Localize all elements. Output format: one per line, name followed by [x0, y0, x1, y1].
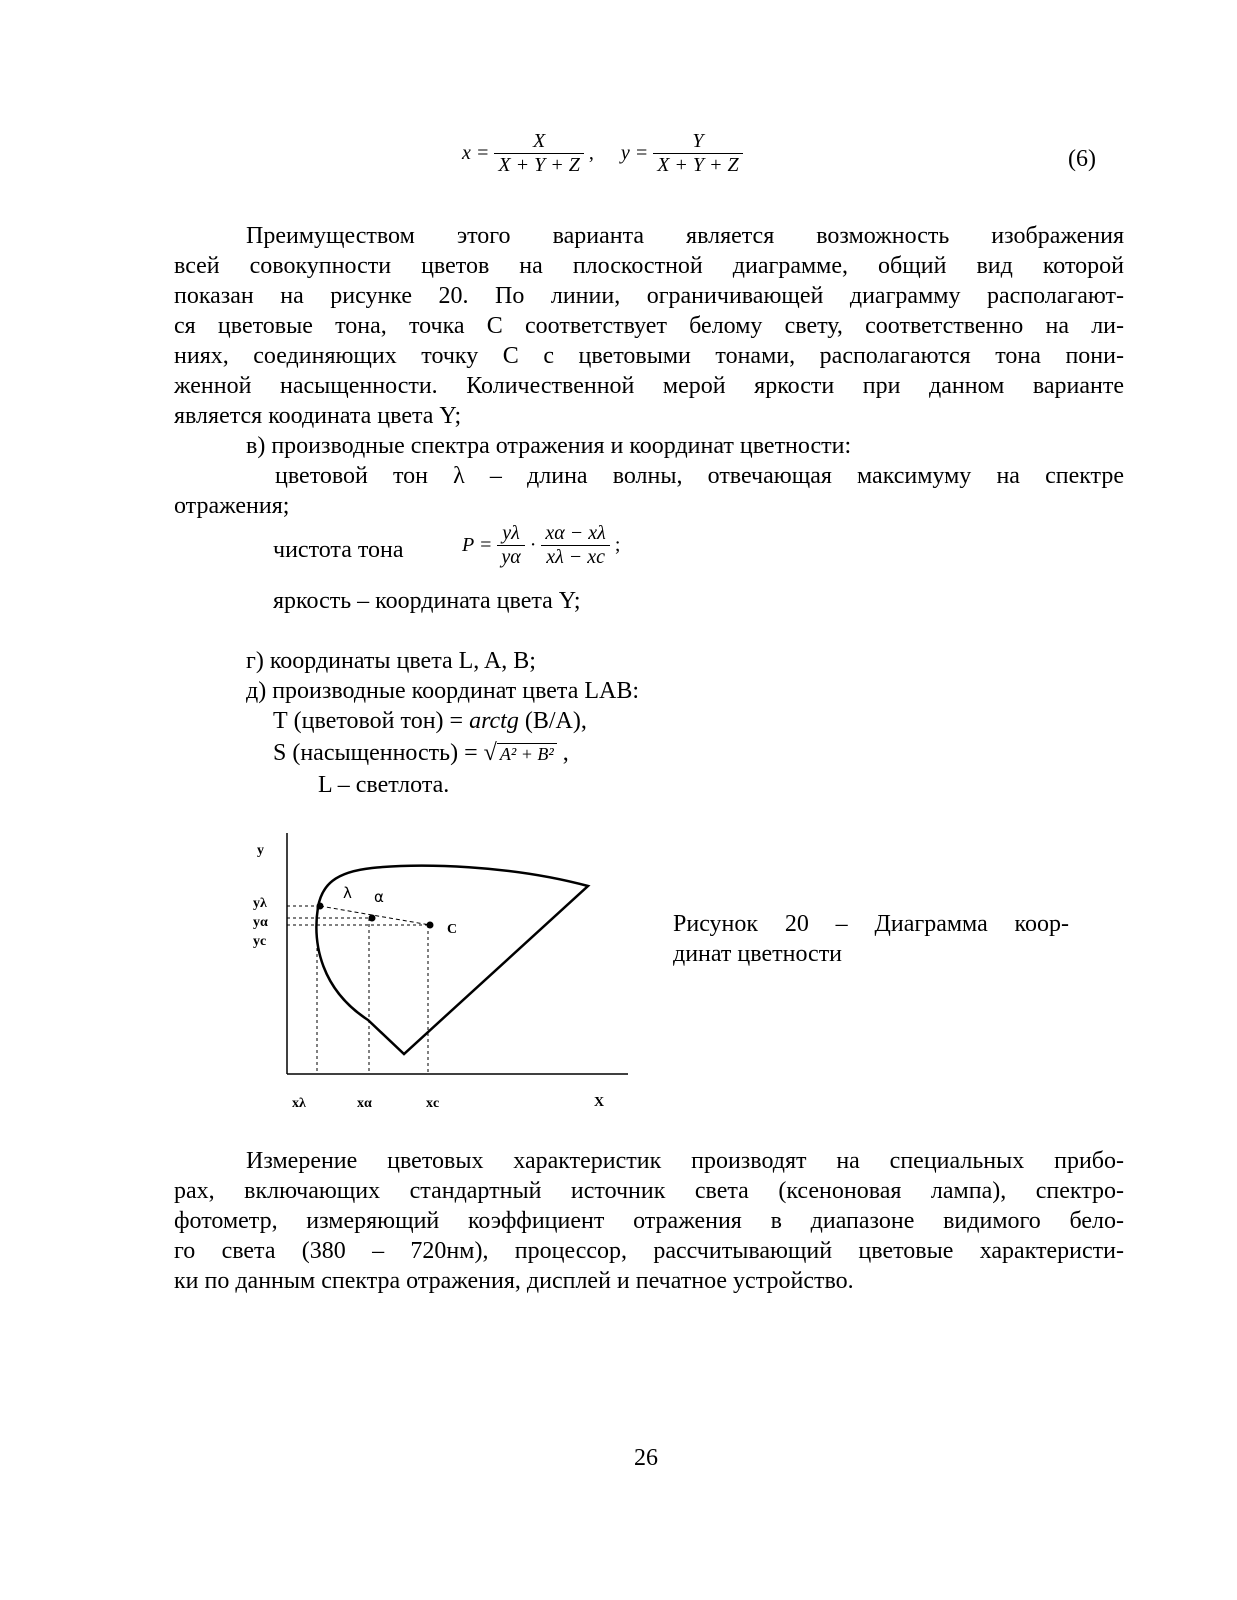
x-c-label: xc: [426, 1096, 440, 1111]
tone-line-end: отражения;: [174, 493, 290, 519]
saturation-formula: [273, 738, 569, 769]
paragraph-line: рах, включающих стандартный источник света (ксеноновая лампа), спектро-: [174, 1178, 1124, 1204]
point-lambda-label: λ: [343, 884, 352, 902]
spectral-locus: [316, 866, 588, 1054]
formula-comma: ,: [588, 142, 594, 164]
tone-line: цветовой тон λ – длина волны, отвечающая максимуму на спектре: [275, 463, 1124, 489]
point-alpha-label: α: [374, 888, 384, 906]
formula-number: (6): [1068, 146, 1096, 172]
paragraph-line: является коодината цвета Y;: [174, 403, 462, 429]
dash-line-lambda-c: [320, 906, 430, 925]
formula-y-numerator: Y: [692, 130, 704, 152]
y-lambda-label: yλ: [253, 896, 267, 911]
x-axis-label: X: [594, 1095, 605, 1110]
formula-x-denominator: X + Y + Z: [494, 153, 583, 177]
paragraph-line: всей совокупности цветов на плоскостной диаграмме, общий вид которой: [174, 253, 1124, 279]
y-c-label: yc: [253, 934, 267, 949]
formula-y-denominator: X + Y + Z: [653, 153, 742, 177]
purity-fraction-2: [541, 522, 609, 569]
paragraph-line: го света (380 – 720нм), процессор, рассчитывающий цветовые характеристи-: [174, 1238, 1124, 1264]
sqrt-radicand: A² + B²: [497, 743, 557, 764]
hue-formula: [273, 706, 587, 736]
chromaticity-diagram: [240, 825, 660, 1125]
y-alpha-label: yα: [253, 915, 268, 930]
paragraph-line: фотометр, измеряющий коэффициент отражения в диапазоне видимого бело-: [174, 1208, 1124, 1234]
paragraph-line: Измерение цветовых характеристик производят на специальных прибо-: [246, 1148, 1124, 1174]
purity-numerator-2: xα − xλ: [545, 522, 606, 544]
paragraph-line: женной насыщенности. Количественной мерой яркости при данном варианте: [174, 373, 1124, 399]
saturation-suffix: ,: [562, 740, 569, 766]
figure-caption-line-1: Рисунок 20 – Диаграмма коор-: [673, 911, 1069, 937]
point-alpha-dot: [369, 915, 376, 922]
hue-function: arctg: [469, 708, 519, 734]
purity-fraction-1: [497, 522, 524, 569]
item-g: г) координаты цвета L, A, B;: [246, 648, 536, 674]
hue-suffix: (B/A),: [518, 708, 587, 734]
formula-y-lhs: y =: [620, 142, 649, 164]
paragraph-line: Преимуществом этого варианта является возможность изображения: [246, 223, 1124, 249]
purity-label: чистота тона: [273, 537, 404, 563]
saturation-prefix: S (насыщенность) =: [273, 740, 484, 766]
purity-numerator-1: yλ: [502, 522, 520, 544]
item-d-title: д) производные координат цвета LAB:: [246, 678, 640, 704]
formula-y-fraction: [653, 130, 742, 177]
figure-caption-line-2: динат цветности: [673, 941, 843, 967]
formula-6: [462, 130, 743, 190]
point-lambda-dot: [317, 903, 324, 910]
formula-x-numerator: X: [533, 130, 546, 152]
purity-lhs: P =: [462, 534, 493, 556]
point-c-dot: [427, 922, 434, 929]
y-axis-label: y: [257, 843, 264, 858]
purity-denominator-1: yα: [497, 545, 524, 569]
paragraph-line: ниях, соединяющих точку С с цветовыми тонами, располагаются тона пони-: [174, 343, 1124, 369]
brightness-line: яркость – координата цвета Y;: [273, 588, 581, 614]
point-c-label: C: [447, 922, 458, 937]
lightness-line: L – светлота.: [318, 772, 450, 798]
x-lambda-label: xλ: [292, 1096, 306, 1111]
formula-x-lhs: x =: [462, 142, 490, 164]
purity-end: ;: [614, 534, 621, 556]
paragraph-line: ки по данным спектра отражения, дисплей и печатное устройство.: [174, 1268, 854, 1294]
sqrt-sign: √: [483, 740, 497, 766]
page-number: 26: [634, 1445, 658, 1471]
purity-denominator-2: xλ − xc: [541, 545, 609, 569]
hue-prefix: Т (цветовой тон) =: [273, 708, 470, 734]
x-alpha-label: xα: [357, 1096, 372, 1111]
purity-dot: ·: [529, 534, 537, 556]
formula-x-fraction: [494, 130, 583, 177]
purity-formula: [462, 522, 620, 569]
item-v-title: в) производные спектра отражения и координат цветности:: [246, 433, 852, 459]
paragraph-line: показан на рисунке 20. По линии, ограничивающей диаграмму располагают-: [174, 283, 1124, 309]
paragraph-line: ся цветовые тона, точка С соответствует белому свету, соответственно на ли-: [174, 313, 1124, 339]
